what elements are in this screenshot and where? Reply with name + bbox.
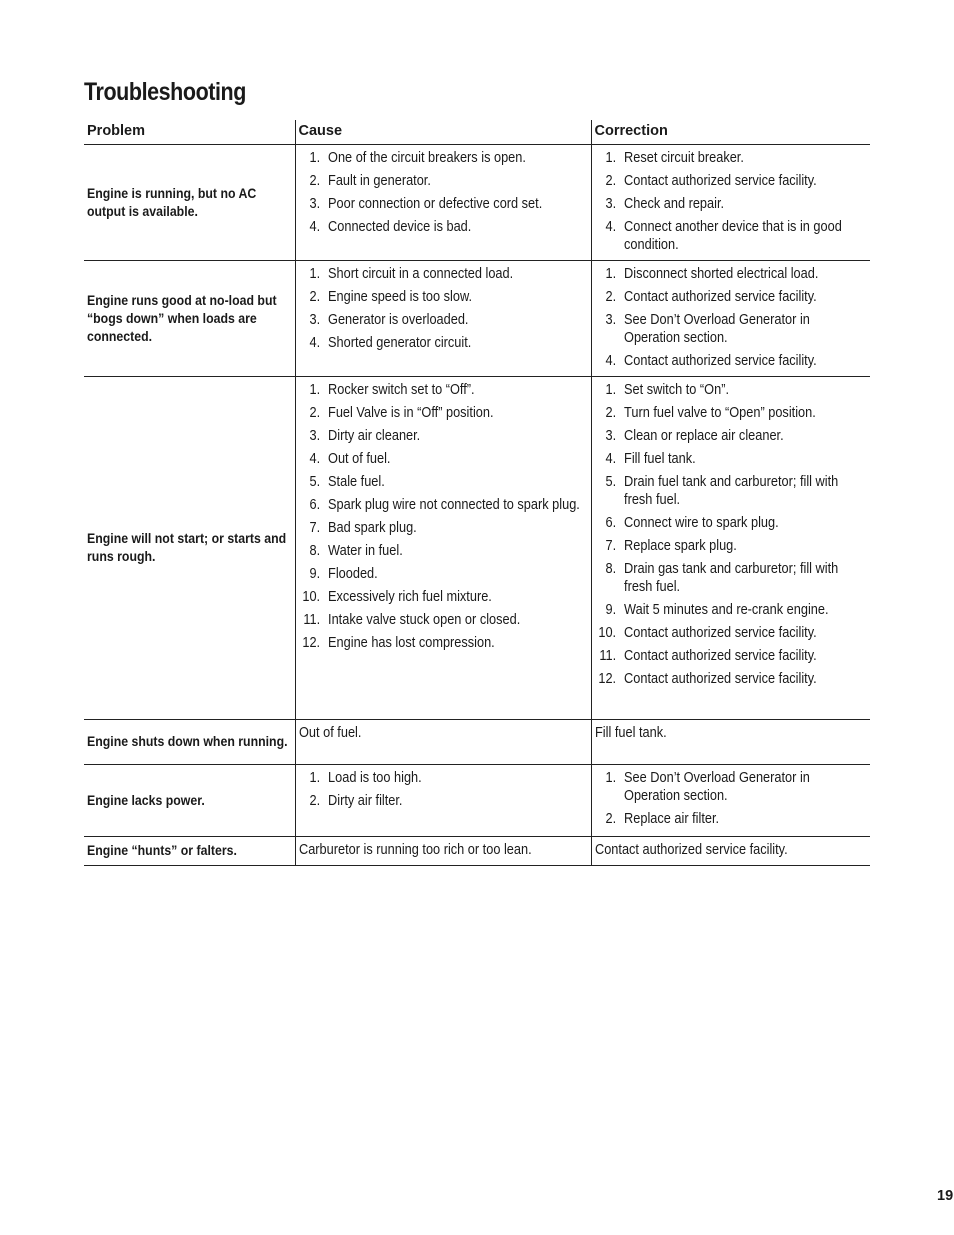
cause-cell <box>295 261 591 377</box>
problem-cell <box>84 377 295 720</box>
step-number: 1. <box>308 770 320 786</box>
cause-item-text: Flooded. <box>327 566 378 582</box>
step-number: 12. <box>597 671 616 687</box>
step-number: 10. <box>301 589 320 605</box>
step-number: 2. <box>604 173 616 189</box>
cause-item-text: One of the circuit breakers is open. <box>327 150 526 166</box>
step-number: 1. <box>604 382 616 398</box>
cause-item-text: Dirty air cleaner. <box>327 428 420 444</box>
cause-item-text: Out of fuel. <box>327 451 390 467</box>
cause-item-text: Generator is overloaded. <box>327 312 468 328</box>
step-number: 3. <box>604 428 616 444</box>
cause-cell <box>295 765 591 837</box>
cause-item-text: Poor connection or defective cord set. <box>327 196 542 212</box>
cause-cell <box>295 145 591 261</box>
problem-cell <box>84 145 295 261</box>
cause-cell <box>295 837 591 866</box>
correction-item <box>595 601 866 619</box>
correction-item <box>595 218 866 254</box>
correction-item <box>595 450 866 468</box>
cause-item <box>299 195 586 213</box>
step-number: 3. <box>308 196 320 212</box>
correction-item <box>595 311 866 347</box>
step-number: 9. <box>308 566 320 582</box>
page-title: Troubleshooting <box>84 78 246 106</box>
cause-item <box>299 519 586 537</box>
table-row <box>84 145 870 261</box>
correction-item-text: Contact authorized service facility. <box>623 648 817 664</box>
problem-cell <box>84 261 295 377</box>
correction-item <box>595 404 866 422</box>
correction-item-text: Check and repair. <box>623 196 724 212</box>
correction-item <box>595 810 866 828</box>
cause-item-text: Fuel Valve is in “Off” position. <box>327 405 494 421</box>
cause-item-text: Spark plug wire not connected to spark plug. <box>327 497 580 513</box>
problem-text: Engine runs good at no-load but “bogs down” when loads are connected. <box>87 291 277 344</box>
problem-text: Engine lacks power. <box>87 791 205 808</box>
cause-item-text: Water in fuel. <box>327 543 403 559</box>
correction-item-text: Replace air filter. <box>623 811 719 827</box>
step-number: 11. <box>302 612 320 628</box>
correction-item-text: Replace spark plug. <box>623 538 737 554</box>
problem-cell <box>84 765 295 837</box>
table-row <box>84 837 870 866</box>
correction-item-text: Contact authorized service facility. <box>623 671 817 687</box>
cause-item-text: Carburetor is running too rich or too lean. <box>298 842 532 858</box>
step-number: 7. <box>308 520 320 536</box>
step-number: 1. <box>604 770 616 786</box>
cause-item-text: Shorted generator circuit. <box>327 335 471 351</box>
step-number: 1. <box>604 266 616 282</box>
correction-cell <box>591 261 870 377</box>
step-number: 2. <box>308 289 320 305</box>
step-number: 3. <box>308 312 320 328</box>
cause-item <box>299 565 586 583</box>
cause-item <box>299 311 586 329</box>
step-number: 4. <box>604 219 616 235</box>
problem-text: Engine “hunts” or falters. <box>87 842 237 858</box>
cause-item-text: Out of fuel. <box>298 725 361 741</box>
problem-cell <box>84 837 295 866</box>
correction-cell-list <box>595 381 866 688</box>
table-header-row <box>84 120 870 145</box>
troubleshooting-table <box>84 120 870 866</box>
step-number: 1. <box>604 150 616 166</box>
step-number: 2. <box>308 793 320 809</box>
problem-text: Engine will not start; or starts and runs rough. <box>87 530 287 564</box>
step-number: 3. <box>308 428 320 444</box>
step-number: 3. <box>604 312 616 328</box>
correction-item <box>595 647 866 665</box>
correction-item-text: Reset circuit breaker. <box>623 150 744 166</box>
cause-item <box>299 634 586 652</box>
cause-cell <box>295 720 591 765</box>
cause-item <box>299 218 586 236</box>
cause-item <box>299 265 586 283</box>
cause-item-text: Rocker switch set to “Off”. <box>327 382 475 398</box>
correction-item-text: Fill fuel tank. <box>623 451 696 467</box>
correction-item-text: Contact authorized service facility. <box>623 173 817 189</box>
step-number: 3. <box>604 196 616 212</box>
correction-item <box>595 381 866 399</box>
correction-item-text: Contact authorized service facility. <box>623 289 817 305</box>
correction-item-text: See Don’t Overload Generator in Operation section. <box>623 312 810 346</box>
cause-item <box>299 588 586 606</box>
page-number: 19 <box>937 1188 954 1204</box>
step-number: 9. <box>604 602 616 618</box>
step-number: 1. <box>308 150 320 166</box>
problem-cell <box>84 720 295 765</box>
cause-cell-list <box>299 149 586 236</box>
cause-item <box>299 334 586 352</box>
step-number: 5. <box>604 474 616 490</box>
correction-item-text: Contact authorized service facility. <box>623 625 817 641</box>
correction-item <box>595 195 866 213</box>
cause-item-text: Excessively rich fuel mixture. <box>327 589 492 605</box>
header-problem: Problem <box>84 120 295 145</box>
step-number: 7. <box>604 538 616 554</box>
correction-cell <box>591 765 870 837</box>
step-number: 2. <box>308 405 320 421</box>
correction-item-text: Contact authorized service facility. <box>623 353 817 369</box>
correction-cell-list <box>595 769 866 828</box>
step-number: 8. <box>308 543 320 559</box>
step-number: 8. <box>604 561 616 577</box>
step-number: 4. <box>308 451 320 467</box>
cause-item-text: Load is too high. <box>327 770 422 786</box>
correction-item <box>595 514 866 532</box>
table-row <box>84 765 870 837</box>
correction-item <box>595 769 866 805</box>
correction-item-text: See Don’t Overload Generator in Operation section. <box>623 770 810 804</box>
correction-item-text: Drain fuel tank and carburetor; fill with fresh fuel. <box>623 474 838 508</box>
step-number: 1. <box>308 382 320 398</box>
cause-item <box>299 381 586 399</box>
cause-cell-list <box>299 381 586 652</box>
step-number: 5. <box>308 474 320 490</box>
cause-cell-list <box>299 769 586 810</box>
cause-cell <box>295 377 591 720</box>
correction-item-text: Turn fuel valve to “Open” position. <box>623 405 816 421</box>
correction-cell-list <box>595 265 866 370</box>
correction-item-text: Connect wire to spark plug. <box>623 515 779 531</box>
step-number: 4. <box>604 353 616 369</box>
header-correction: Correction <box>591 120 870 145</box>
correction-item-text: Connect another device that is in good condition. <box>623 219 842 253</box>
correction-cell <box>591 377 870 720</box>
cause-item <box>299 172 586 190</box>
correction-item <box>595 149 866 167</box>
cause-item <box>299 404 586 422</box>
step-number: 4. <box>604 451 616 467</box>
correction-item <box>595 560 866 596</box>
cause-item <box>299 149 586 167</box>
cause-item <box>299 450 586 468</box>
table-row <box>84 377 870 720</box>
correction-item-text: Disconnect shorted electrical load. <box>623 266 818 282</box>
cause-item-text: Bad spark plug. <box>327 520 417 536</box>
cause-item-text: Short circuit in a connected load. <box>327 266 513 282</box>
cause-item <box>299 427 586 445</box>
cause-item-text: Stale fuel. <box>327 474 385 490</box>
correction-item-text: Set switch to “On”. <box>623 382 729 398</box>
step-number: 11. <box>598 648 616 664</box>
correction-cell <box>591 837 870 866</box>
step-number: 1. <box>308 266 320 282</box>
cause-cell-list <box>299 265 586 352</box>
cause-item <box>299 792 586 810</box>
correction-cell <box>591 145 870 261</box>
correction-item <box>595 537 866 555</box>
cause-item <box>299 611 586 629</box>
cause-item <box>299 496 586 514</box>
step-number: 10. <box>597 625 616 641</box>
header-cause: Cause <box>295 120 591 145</box>
cause-item <box>299 542 586 560</box>
cause-item-text: Fault in generator. <box>327 173 431 189</box>
step-number: 4. <box>308 335 320 351</box>
cause-item <box>299 473 586 491</box>
problem-text: Engine shuts down when running. <box>87 733 288 749</box>
correction-item-text: Fill fuel tank. <box>594 725 667 741</box>
correction-item <box>595 624 866 642</box>
step-number: 2. <box>604 811 616 827</box>
step-number: 4. <box>308 219 320 235</box>
cause-item-text: Dirty air filter. <box>327 793 402 809</box>
correction-item <box>595 670 866 688</box>
cause-item-text: Engine speed is too slow. <box>327 289 472 305</box>
table-row <box>84 261 870 377</box>
step-number: 2. <box>604 405 616 421</box>
cause-item <box>299 288 586 306</box>
step-number: 6. <box>604 515 616 531</box>
problem-text: Engine is running, but no AC output is available. <box>87 184 257 219</box>
correction-cell <box>591 720 870 765</box>
cause-item-text: Intake valve stuck open or closed. <box>327 612 520 628</box>
step-number: 2. <box>308 173 320 189</box>
step-number: 12. <box>301 635 320 651</box>
step-number: 6. <box>308 497 320 513</box>
cause-item-text: Engine has lost compression. <box>327 635 495 651</box>
correction-item-text: Clean or replace air cleaner. <box>623 428 784 444</box>
correction-cell-list <box>595 149 866 254</box>
correction-item <box>595 172 866 190</box>
correction-item <box>595 352 866 370</box>
correction-item <box>595 265 866 283</box>
correction-item <box>595 427 866 445</box>
table-row <box>84 720 870 765</box>
correction-item-text: Wait 5 minutes and re-crank engine. <box>623 602 829 618</box>
cause-item <box>299 769 586 787</box>
correction-item <box>595 473 866 509</box>
cause-item-text: Connected device is bad. <box>327 219 471 235</box>
correction-item-text: Drain gas tank and carburetor; fill with fresh fuel. <box>623 561 838 595</box>
step-number: 2. <box>604 289 616 305</box>
correction-item-text: Contact authorized service facility. <box>594 842 788 858</box>
correction-item <box>595 288 866 306</box>
